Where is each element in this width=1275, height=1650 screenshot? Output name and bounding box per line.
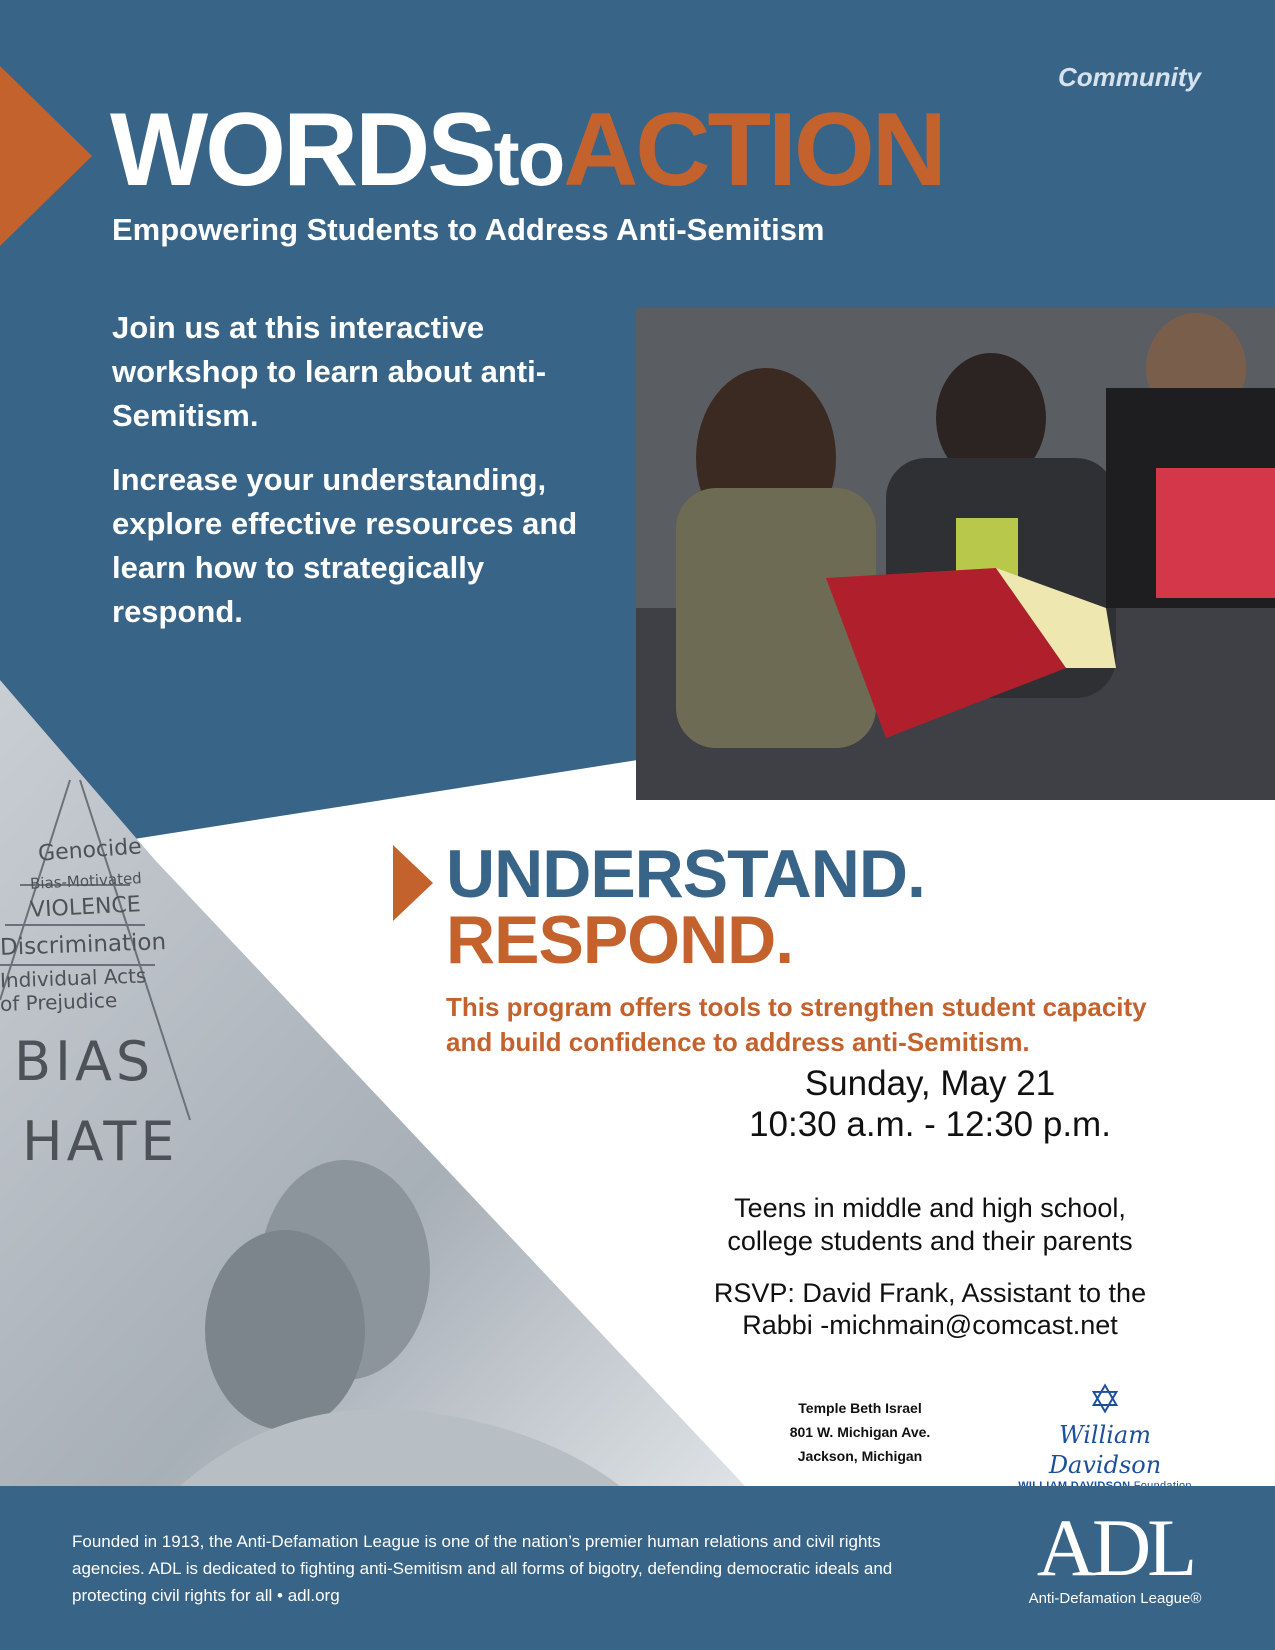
- venue-name: Temple Beth Israel: [798, 1400, 922, 1416]
- community-tag: Community: [1058, 62, 1201, 92]
- event-audience: Teens in middle and high school, college students and their parents: [727, 1193, 1133, 1256]
- star-of-david-icon: ✡: [1088, 1378, 1122, 1422]
- adl-logo: [1000, 1502, 1230, 1607]
- intro-paragraph-2: Increase your understanding, explore effective resources and learn how to strategically respond.: [112, 462, 578, 629]
- sponsor-logo: [1005, 1380, 1205, 1492]
- pyramid-label-of-prejudice: of Prejudice: [0, 987, 118, 1017]
- footer-about-text: Founded in 1913, the Anti-Defamation League is one of the nation’s premier human relations and civil rights agencies. ADL is dedicated to fighting anti-Semitism and all forms of bigotry, defending democratic ideals and protecting civil rights for all • adl.org: [72, 1532, 893, 1605]
- event-rsvp: RSVP: David Frank, Assistant to the Rabbi -michmain@comcast.net: [713, 1278, 1147, 1340]
- program-subtitle: Empowering Students to Address Anti-Semitism: [112, 212, 825, 247]
- students-reading-photo: [636, 308, 1275, 800]
- pyramid-label-bias-motivated: Bias-Motivated: [29, 869, 143, 893]
- program-title: [110, 92, 944, 208]
- event-date: Sunday, May 21: [804, 1064, 1056, 1103]
- venue-city: Jackson, Michigan: [797, 1448, 923, 1464]
- pyramid-label-hate: HATE: [22, 1110, 179, 1173]
- venue-address: [755, 1396, 965, 1468]
- program-description: This program offers tools to strengthen student capacity and build confidence to address anti-Semitism.: [446, 992, 1147, 1057]
- pyramid-label-bias: BIAS: [14, 1030, 155, 1093]
- student-head-2: [205, 1230, 365, 1430]
- left-arrow-accent: [0, 66, 92, 246]
- title-words: WORDS: [110, 92, 494, 208]
- headline-respond: RESPOND.: [446, 902, 794, 978]
- adl-logo-name: Anti-Defamation League®: [1028, 1590, 1202, 1607]
- title-to: to: [493, 114, 564, 202]
- pyramid-label-genocide: Genocide: [37, 834, 143, 867]
- headline-understand: UNDERSTAND.: [446, 836, 925, 912]
- adl-logo-mark: ADL: [1036, 1502, 1194, 1593]
- venue-street: 801 W. Michigan Ave.: [789, 1424, 931, 1440]
- pyramid-label-violence: VIOLENCE: [29, 892, 142, 923]
- sponsor-signature: William Davidson: [1048, 1421, 1162, 1479]
- pyramid-label-individual-acts: Individual Acts: [0, 963, 147, 993]
- title-action: ACTION: [563, 92, 944, 208]
- intro-paragraph-1: Join us at this interactive workshop to learn about anti-Semitism.: [112, 310, 547, 433]
- event-time: 10:30 a.m. - 12:30 p.m.: [749, 1105, 1111, 1144]
- pyramid-label-discrimination: Discrimination: [0, 929, 167, 961]
- headline-arrow-accent: [393, 845, 433, 921]
